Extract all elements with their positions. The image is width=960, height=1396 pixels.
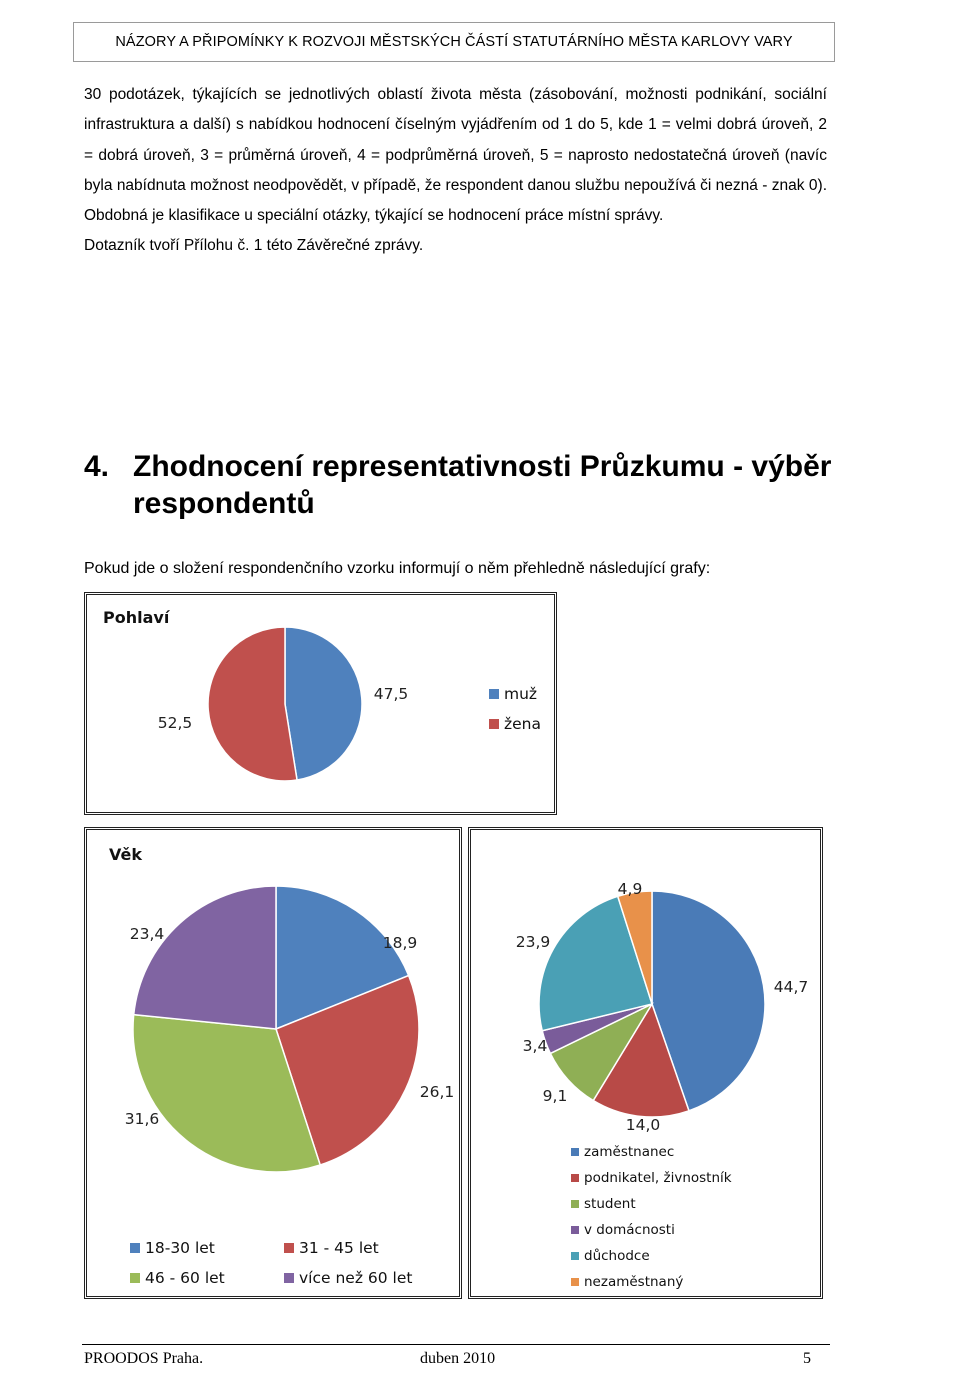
status-chart-legend-label-zamestnanec: zaměstnanec	[584, 1144, 675, 1160]
gender-chart	[84, 592, 557, 815]
status-chart-data-label-duchodce: 23,9	[515, 933, 551, 951]
intro-text	[84, 80, 827, 262]
gender-chart-slice-muz	[285, 627, 362, 780]
footer-company: PROODOS Praha.	[84, 1350, 204, 1367]
footer-date: duben 2010	[420, 1350, 496, 1367]
gender-chart-legend-swatch-muz	[489, 689, 499, 699]
age-chart	[84, 827, 462, 1299]
gender-chart-data-label-muz: 47,5	[373, 685, 409, 703]
age-chart-legend-swatch-46-60-let	[130, 1273, 140, 1283]
section-heading	[84, 448, 844, 522]
section-title: Zhodnocení representativnosti Průzkumu - výběr respondentů	[133, 450, 832, 520]
footer-rule	[82, 1344, 830, 1345]
age-chart-legend-swatch-31-45-let	[284, 1243, 294, 1253]
running-header	[73, 22, 835, 62]
intro-paragraph: 30 podotázek, týkajících se jednotlivých oblastí života města (zásobování, možnosti podnikání, sociální infrastruktura a další) s nabídkou hodnocení číselným vyjádřením od 1 do 5, kde 1 = velmi dobrá úroveň, 2 = dobrá úroveň, 3 = průměrná úroveň, 4 = podprůměrná úroveň, 5 = naprosto nedostatečná úroveň (navíc byla nabídnuta možnost neodpovědět, v případě, že respondent danou službu nepoužívá či nezná - znak 0). Obdobná je klasifikace u speciální otázky, týkající se hodnocení práce místní správy.	[84, 86, 827, 225]
age-chart-svg	[87, 830, 459, 1296]
section-number: 4.	[84, 450, 110, 483]
age-chart-data-label-18-30-let: 18,9	[382, 934, 418, 952]
status-chart-data-label-v-domacnosti: 3,4	[522, 1037, 548, 1055]
status-chart	[468, 827, 823, 1299]
status-chart-data-label-nezamestnany: 4,9	[617, 880, 643, 898]
status-chart-legend-label-student: student	[584, 1196, 636, 1212]
age-chart-data-label-vice-nez-60-let: 23,4	[129, 925, 165, 943]
age-chart-legend-label-vice-nez-60-let: více než 60 let	[299, 1269, 413, 1287]
footer-page-number: 5	[803, 1350, 811, 1367]
status-chart-legend-label-duchodce: důchodce	[584, 1248, 650, 1264]
age-chart-legend-label-31-45-let: 31 - 45 let	[299, 1239, 379, 1257]
age-chart-title: Věk	[109, 845, 142, 864]
gender-chart-data-label-zena: 52,5	[157, 714, 193, 732]
gender-chart-legend-label-zena: žena	[504, 715, 541, 733]
age-chart-legend-label-18-30-let: 18-30 let	[145, 1239, 215, 1257]
gender-chart-slice-zena	[208, 627, 297, 781]
gender-chart-legend-label-muz: muž	[504, 685, 538, 703]
status-chart-data-label-student: 9,1	[542, 1087, 568, 1105]
gender-chart-svg	[87, 595, 554, 812]
status-chart-legend-label-podnikatel-zivnostnik: podnikatel, živnostník	[584, 1170, 732, 1186]
status-chart-legend-swatch-v-domacnosti	[571, 1226, 579, 1234]
status-chart-legend-swatch-student	[571, 1200, 579, 1208]
gender-chart-title: Pohlaví	[103, 608, 170, 627]
age-chart-data-label-31-45-let: 26,1	[419, 1083, 455, 1101]
section-lead: Pokud jde o složení respondenčního vzorku informují o něm přehledně následující grafy:	[84, 560, 711, 577]
age-chart-data-label-46-60-let: 31,6	[124, 1110, 160, 1128]
intro-note: Dotazník tvoří Přílohu č. 1 této Závěrečné zprávy.	[84, 237, 424, 255]
status-chart-data-label-zamestnanec: 44,7	[773, 978, 809, 996]
status-chart-legend-swatch-podnikatel-zivnostnik	[571, 1174, 579, 1182]
status-chart-data-label-podnikatel-zivnostnik: 14,0	[625, 1116, 661, 1134]
status-chart-legend-swatch-zamestnanec	[571, 1148, 579, 1156]
status-chart-svg	[471, 830, 820, 1296]
status-chart-legend-swatch-nezamestnany	[571, 1278, 579, 1286]
status-chart-legend-label-v-domacnosti: v domácnosti	[584, 1222, 675, 1238]
gender-chart-legend-swatch-zena	[489, 719, 499, 729]
status-chart-legend-swatch-duchodce	[571, 1252, 579, 1260]
age-chart-legend-swatch-18-30-let	[130, 1243, 140, 1253]
age-chart-slice-vice-nez-60-let	[134, 886, 276, 1029]
status-chart-legend-label-nezamestnany: nezaměstnaný	[584, 1274, 684, 1290]
age-chart-legend-swatch-vice-nez-60-let	[284, 1273, 294, 1283]
age-chart-legend-label-46-60-let: 46 - 60 let	[145, 1269, 225, 1287]
running-header-title: NÁZORY A PŘIPOMÍNKY K ROZVOJI MĚSTSKÝCH ČÁSTÍ STATUTÁRNÍHO MĚSTA KARLOVY VARY	[115, 34, 793, 50]
